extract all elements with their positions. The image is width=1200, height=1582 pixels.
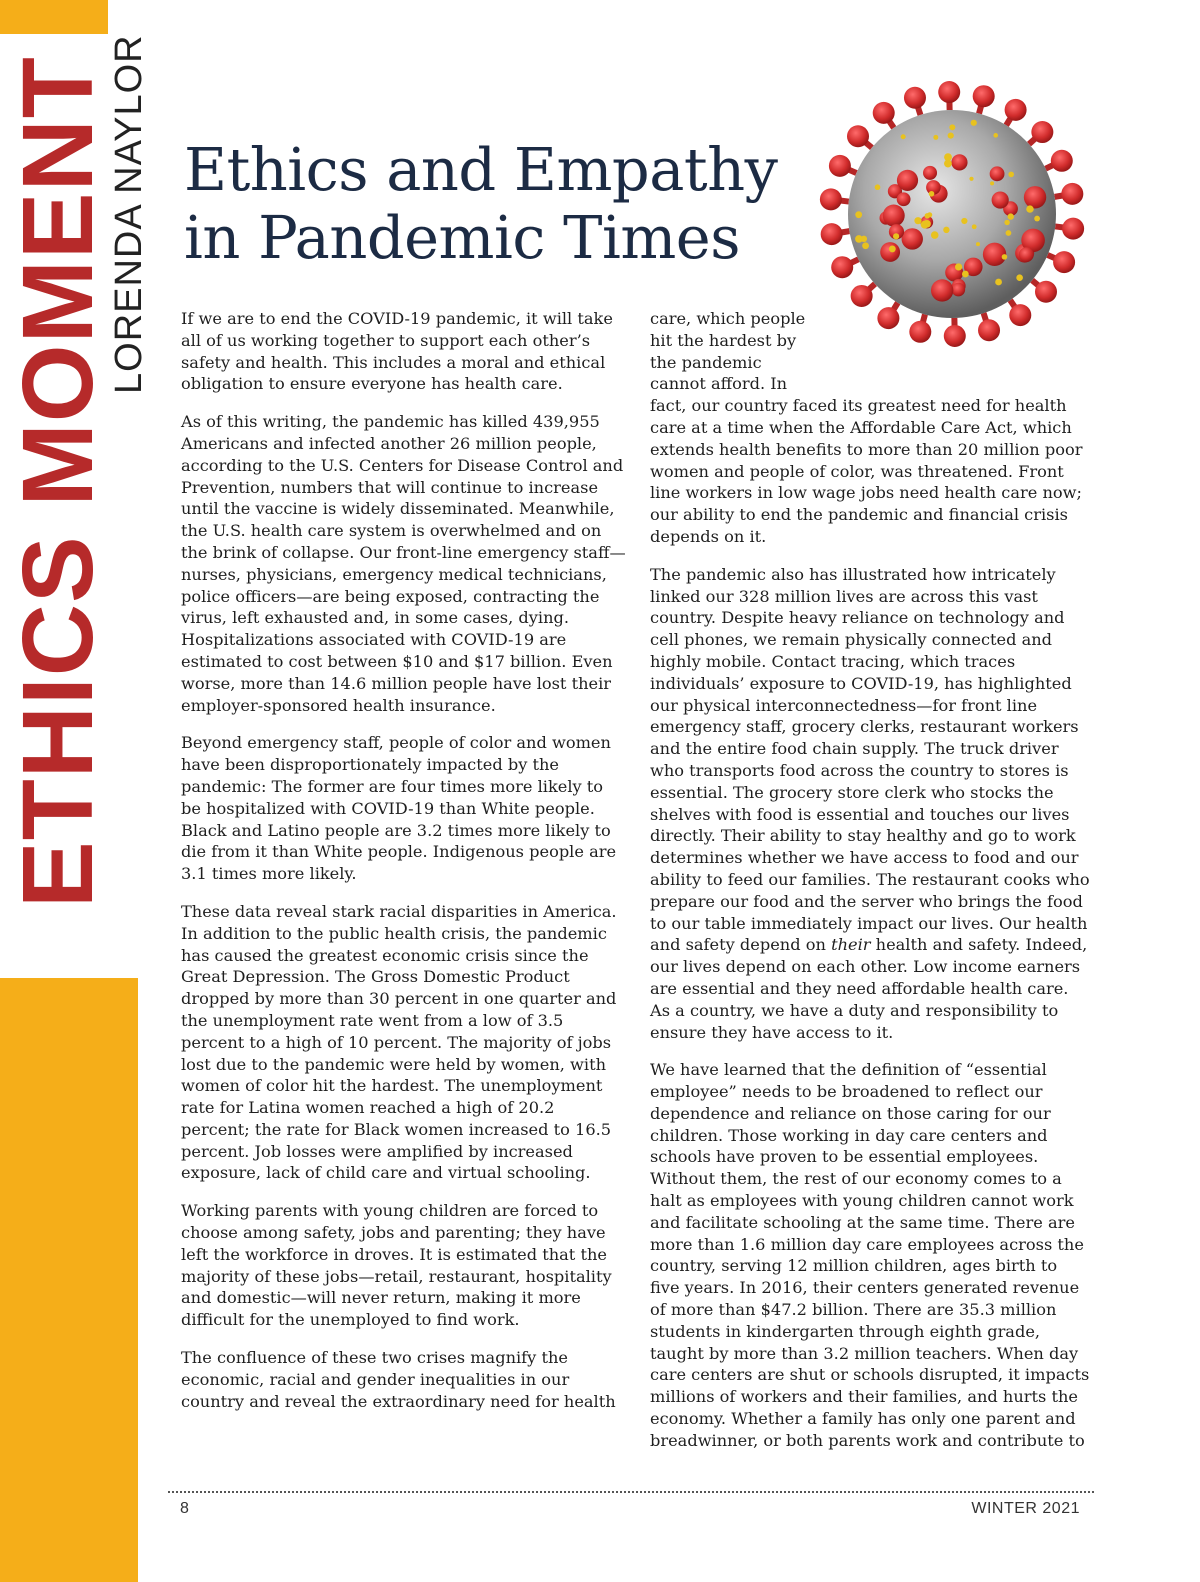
author-name: LORENDA NAYLOR [108,34,150,394]
surface-spike [952,283,966,297]
protein-dot [923,220,931,228]
spike-head [1061,183,1083,205]
protein-dot [1008,172,1014,178]
issue-label: WINTER 2021 [971,1500,1080,1517]
left-column [181,308,627,1428]
surface-spike [897,192,911,206]
text-run: health and safety. Indeed, our lives depend on each other. Low income earners are essential and they need affordable health care. As a country, we have a duty and responsibility to ensure they have access to it. [650,935,1088,1042]
paragraph: The confluence of these two crises magnify the economic, racial and gender inequalities in our country and reveal the extraordinary need for health [181,1348,616,1411]
protein-dot [925,213,930,218]
surface-spike [990,166,1005,181]
surface-spike [951,154,967,170]
paragraph: Working parents with young children are forced to choose among safety, jobs and parenting; they have left the workforce in droves. It is estimated that the majority of these jobs—retail, restaurant, hospitality and domestic—will never return, making it more difficult for the unemployed to find work. [181,1201,612,1330]
emphasis: their [831,935,871,955]
spike-head [973,85,995,107]
protein-dot [855,211,862,218]
surface-spike [923,166,937,180]
section-label: ETHICS MOMENT [2,56,114,908]
protein-dot [889,246,896,253]
title-line-2: in Pandemic Times [184,203,741,272]
surface-spike [983,243,1006,266]
protein-dot [929,191,935,197]
protein-dot [943,227,949,233]
protein-dot [855,235,863,243]
protein-dot [948,132,954,138]
article-title [184,136,824,272]
protein-dot [1004,220,1009,225]
protein-dot [962,271,969,278]
paragraph: Beyond emergency staff, people of color and women have been disproportionately impacted by the pandemic: The former are four times more likely to be hospitalized with COVID-19 than White people. Black and Latino people are 3.2 times more likely to die from it than White people. Indigenous people are 3.1 times more likely. [181,733,617,884]
spike-head [851,285,873,307]
surface-spike [880,242,900,262]
paragraph: As of this writing, the pandemic has killed 439,955 Americans and infected another 26 million people, according to the U.S. Centers for Disease Control and Prevention, numbers that will continue to increase until the vaccine is widely disseminated. Meanwhile, the U.S. health care system is overwhelmed and on the brink of collapse. Our front-line emergency staff—nurses, physicians, emergency medical technicians, police officers—are being exposed, contracting the virus, left exhausted and, in some cases, dying. Hospitalizations associated with COVID-19 are estimated to cost between $10 and $17 billion. Even worse, more than 14.6 million people have lost their employer-sponsored health insurance. [181,412,626,715]
protein-dot [961,218,967,224]
surface-spike [1024,186,1046,208]
paragraph: We have learned that the definition of “essential employee” needs to be broadened to reflect our dependence and reliance on those caring for our children. Those working in day care centers and schools have proven to be essential employees. Without them, the rest of our economy comes to a halt as employees with young children cannot work and facilitate schooling at the same time. There are more than 1.6 million day care employees across the country, serving 12 million children, ages birth to five years. In 2016, their centers generated revenue of more than $47.2 billion. There are 35.3 million students in kindergarten through eighth grade, taught by more than 3.2 million teachers. When day care centers are shut or schools disrupted, it impacts millions of workers and their families, and hurts the economy. Whether a family has only one parent and breadwinner, or both parents work and contribute to [650,1060,1090,1450]
protein-dot [993,133,998,138]
spike-head [820,188,842,210]
protein-dot [1029,207,1034,212]
protein-dot [1034,216,1040,222]
paragraph: If we are to end the COVID-19 pandemic, it will take all of us working together to support each other’s safety and health. This includes a moral and ethical obligation to ensure everyone has health care. [181,309,613,394]
top-accent-bar [0,0,108,34]
image-wrap-spacer [820,308,1090,374]
text-run: The pandemic also has illustrated how intricately linked our 328 million lives are across this vast country. Despite heavy reliance on technology and cell phones, we remain physically connected and highly mobile. Contact tracing, which traces individuals’ exposure to COVID-19, has highlighted our physical interconnectedness—for front line emergency staff, grocery clerks, restaurant workers and the entire food chain supply. The truck driver who transports food across the country to stores is essential. The grocery store clerk who stocks the shelves with food is essential and touches our lives directly. Their ability to stay healthy and go to work determines whether we have access to food and our ability to feed our families. The restaurant cooks who prepare our food and the server who brings the food to our table immediately impact our lives. Our health and safety depend on [650,564,1090,955]
protein-dot [949,124,955,130]
surface-spike [897,170,918,191]
surface-spike [992,191,1009,208]
protein-dot [901,134,906,139]
spike-head [1051,150,1073,172]
spike-head [1005,99,1027,121]
spike-head [873,102,895,124]
protein-dot [972,224,977,229]
paragraph: care, which people hit the hardest by the pandemic cannot afford. In fact, our country faced its greatest need for health care at a time when the Affordable Care Act, which extends health benefits to more than 20 million poor women and people of color, was threatened. Front line workers in low wage jobs need health care now; our ability to end the pandemic and financial crisis depends on it. [650,309,1083,546]
spike-head [847,125,869,147]
protein-dot [933,135,938,140]
protein-dot [931,231,939,239]
spike-head [938,81,960,103]
title-line-1: Ethics and Empathy [184,135,778,204]
spike-head [1035,281,1057,303]
spike-head [831,256,853,278]
spike-head [1062,218,1084,240]
footer-divider [168,1491,1094,1493]
protein-dot [955,263,962,270]
paragraph: These data reveal stark racial disparities in America. In addition to the public health crisis, the pandemic has caused the greatest economic crisis since the Great Depression. The Gross Domestic Product dropped by more than 30 percent in one quarter and the unemployment rate went from a low of 3.5 percent to a high of 10 percent. The majority of jobs lost due to the pandemic were held by women, with women of color hit the hardest. The unemployment rate for Latina women reached a high of 20.2 percent; the rate for Black women increased to 16.5 percent. Job losses were amplified by increased exposure, lack of child care and virtual schooling. [181,901,617,1183]
surface-spike [883,205,905,227]
spike-head [829,155,851,177]
protein-dot [862,242,869,249]
paragraph [650,564,1090,1044]
protein-dot [875,184,881,190]
protein-dot [944,153,952,161]
spike-head [904,87,926,109]
protein-dot [971,120,977,126]
protein-dot [1006,230,1012,236]
surface-spike [902,228,923,249]
surface-spike [931,279,953,301]
protein-dot [969,177,973,181]
protein-dot [893,233,899,239]
spike-head [821,223,843,245]
right-column [650,308,1090,1468]
protein-dot [995,279,1002,286]
bottom-accent-bar [0,978,138,1582]
protein-dot [1016,274,1023,281]
spike-head [1031,121,1053,143]
page-number: 8 [180,1500,189,1517]
protein-dot [976,242,980,246]
protein-dot [914,217,921,224]
protein-dot [990,181,994,185]
protein-dot [1002,254,1008,260]
surface-spike [1019,247,1034,262]
protein-dot [1008,213,1014,219]
spike-head [1053,251,1075,273]
